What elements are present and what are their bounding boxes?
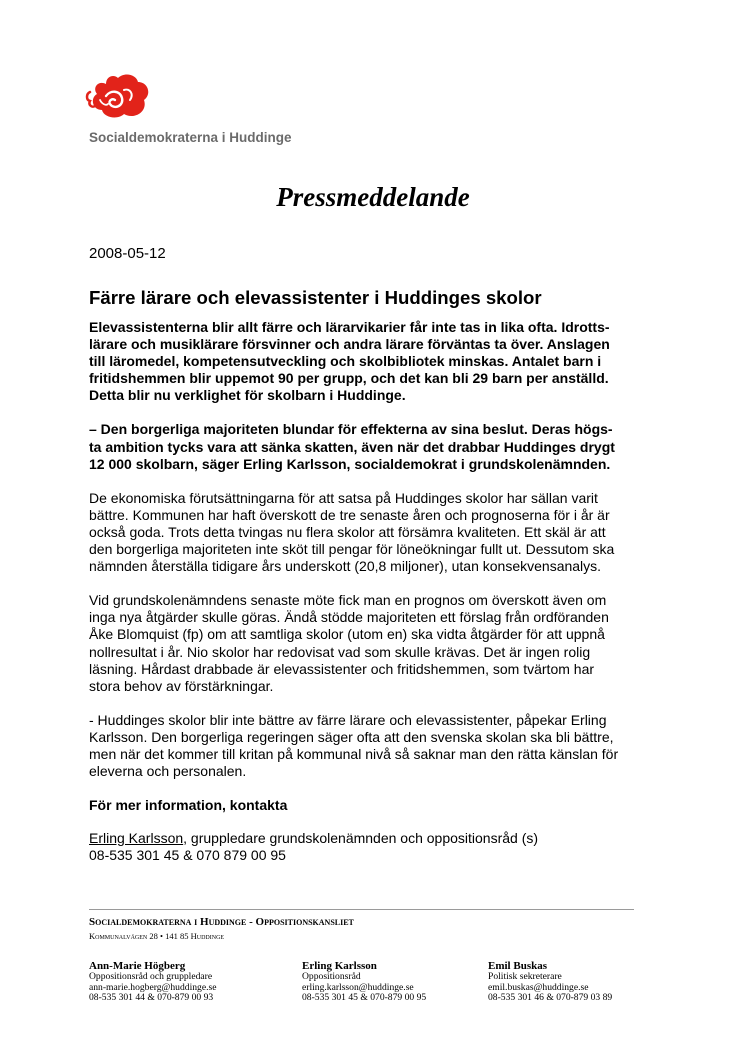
text-line: Vid grundskolenämndens senaste möte fick man en prognos om överskott även om (89, 592, 607, 609)
text-line: - Huddinges skolor blir inte bättre av färre lärare och elevassistenter, påpekar Erling (89, 711, 607, 728)
text-line: den borgerliga majoriteten inte sköt till pengar för löneökningar fullt ut. Dessutom ska (89, 541, 615, 558)
contact-phones: 08-535 301 45 & 070 879 00 95 (89, 847, 286, 864)
text-line: läsning. Hårdast drabbade är elevassistenter och fritidshemmen, som tvärtom har (89, 660, 595, 677)
document-type-title: Pressmeddelande (276, 182, 470, 212)
text-line: Elevassistenterna blir allt färre och lärarvikarier får inte tas in lika ofta. Idrotts- (89, 319, 610, 335)
footer-person-2 (302, 960, 426, 1004)
text-line: till läromedel, kompetensutveckling och skolbibliotek minskas. Antalet barn i (89, 353, 602, 370)
text-line: också goda. Trots detta tvingas nu flera skolor att försämra kvaliteten. Ett skäl är att (89, 523, 606, 540)
person-title: Oppositionsråd (302, 971, 361, 982)
text-line: nämnden återställa tidigare års underskott (20,8 miljoner), utan konsekvensanalys. (89, 558, 602, 575)
text-line: bättre. Kommunen har haft överskott de tre senaste åren och prognoserna för i år är (89, 506, 610, 523)
person-email[interactable]: emil.buskas@huddinge.se (488, 981, 589, 993)
lead-paragraph (89, 319, 669, 404)
contact-name-link[interactable]: Erling Karlsson (89, 830, 184, 847)
text-line: De ekonomiska förutsättningarna för att satsa på Huddinges skolor har sällan varit (89, 489, 598, 506)
organization-name: Socialdemokraterna i Huddinge (89, 130, 292, 145)
person-name: Ann-Marie Högberg (89, 960, 186, 972)
text-line: 12 000 skolbarn, säger Erling Karlsson, socialdemokrat i grundskolenämnden. (89, 455, 611, 472)
text-line: ta ambition tycks vara att sänka skatten, även när det drabbar Huddinges drygt (89, 438, 615, 455)
person-email[interactable]: ann-marie.hogberg@huddinge.se (89, 981, 217, 993)
text-line: men när det kommer till kritan på kommunal nivå så saknar man den rätta känslan för (89, 745, 619, 762)
body-paragraph-2 (89, 592, 669, 695)
person-phone: 08-535 301 44 & 070-879 00 93 (89, 992, 214, 1003)
document-date: 2008-05-12 (89, 245, 166, 262)
text-line: inga nya åtgärder skulle göras. Ändå stödde majoriteten ett förslag från ordföranden (89, 609, 609, 626)
text-line: – Den borgerliga majoriteten blundar för effekterna av sina beslut. Deras högs- (89, 421, 613, 438)
contact-heading: För mer information, kontakta (89, 797, 288, 814)
text-line: lärare och musiklärare försvinner och andra lärare förväntas ta över. Anslagen (89, 336, 610, 353)
text-line: Karlsson. Den borgerliga regeringen säger ofta att den svenska skolan ska bli bättre, (89, 728, 614, 745)
footer-address: Kommunalvägen 28 • 141 85 Huddinge (89, 931, 225, 941)
person-phone: 08-535 301 45 & 070-879 00 95 (302, 992, 427, 1003)
text-line: Detta blir nu verklighet för skolbarn i Huddinge. (89, 387, 406, 404)
body-paragraph-1 (89, 490, 669, 575)
person-phone: 08-535 301 46 & 070-879 03 89 (488, 992, 613, 1003)
body-paragraph-3 (89, 712, 669, 780)
contact-person-line (89, 830, 669, 847)
person-name: Emil Buskas (488, 960, 547, 972)
footer-person-3 (488, 960, 612, 1004)
text-line: stora behov av förstärkningar. (89, 677, 274, 694)
article-headline: Färre lärare och elevassistenter i Huddinges skolor (89, 287, 542, 308)
red-rose-logo-icon (84, 70, 154, 122)
article-body (89, 287, 669, 864)
footer-divider (89, 909, 634, 910)
quote-paragraph (89, 421, 669, 472)
contact-role: , gruppledare grundskolenämnden och oppositionsråd (s) (183, 830, 539, 847)
footer-person-1 (89, 960, 216, 1004)
text-line: Åke Blomquist (fp) om att samtliga skolor (utom en) ska vidta åtgärder för att uppnå (89, 626, 605, 643)
text-line: nollresultat i år. Nio skolor har redovisat vad som skulle krävas. Det är ingen rolig (89, 643, 591, 660)
text-line: eleverna och personalen. (89, 763, 247, 780)
person-title: Oppositionsråd och gruppledare (89, 971, 213, 982)
person-name: Erling Karlsson (302, 960, 377, 972)
text-line: fritidshemmen blir uppemot 90 per grupp, och det kan bli 29 barn per anställd. (89, 370, 609, 387)
person-title: Politisk sekreterare (488, 971, 562, 982)
person-email[interactable]: erling.karlsson@huddinge.se (302, 981, 414, 993)
footer-office-name: Socialdemokraterna i Huddinge - Oppositionskansliet (89, 916, 354, 928)
